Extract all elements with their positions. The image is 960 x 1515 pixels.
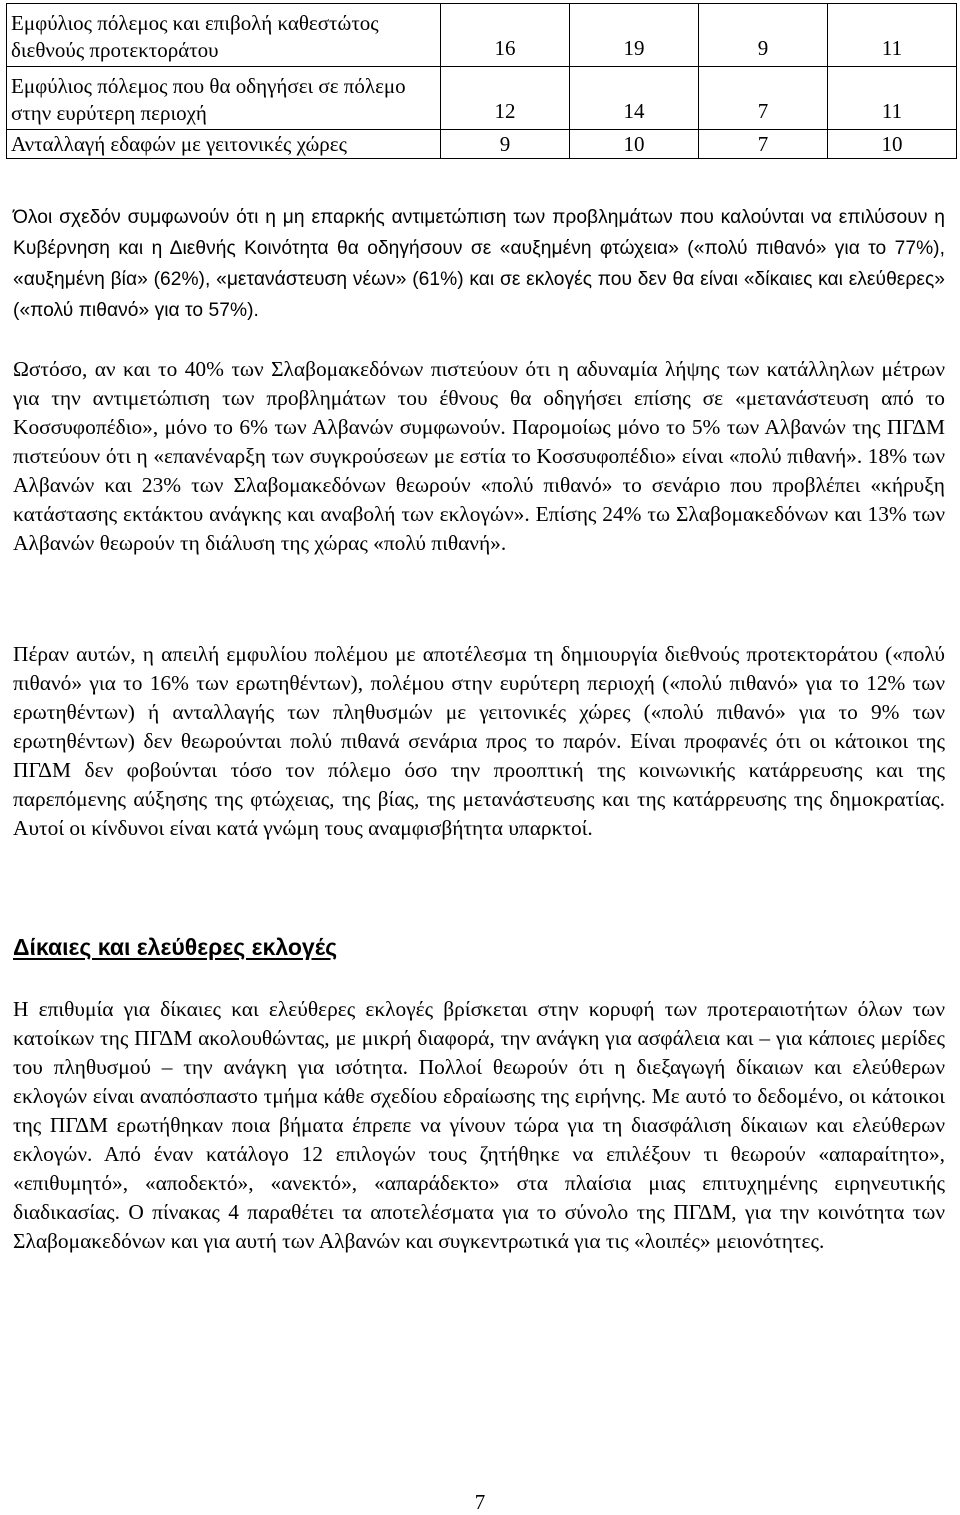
table-row xyxy=(7,67,957,130)
table-cell: 9 xyxy=(699,4,828,67)
table-cell: 11 xyxy=(828,67,957,130)
table-cell: 12 xyxy=(441,67,570,130)
table-cell: 10 xyxy=(570,130,699,159)
table-cell: 14 xyxy=(570,67,699,130)
page-number: 7 xyxy=(474,1490,486,1514)
table-cell: 16 xyxy=(441,4,570,67)
table-row xyxy=(7,130,957,159)
table-cell: 9 xyxy=(441,130,570,159)
table-cell: 7 xyxy=(699,130,828,159)
table-cell: 19 xyxy=(570,4,699,67)
paragraph-fair-elections: Η επιθυμία για δίκαιες και ελεύθερες εκλογές βρίσκεται στην κορυφή των προτεραιοτήτων όλων των κατοίκων της ΠΓΔΜ ακολουθώντας, με μικρή διαφορά, την ανάγκη για ασφάλεια και – για κάποιες μερίδες του πληθυσμού – την ανάγκη για ισότητα. Πολλοί θεωρούν ότι η διεξαγωγή δίκαιων και ελεύθερων εκλογών είναι αναπόσπαστο τμήμα κάθε σχεδίου εδραίωσης της ειρήνης. Με αυτό το δεδομένο, οι κάτοικοι της ΠΓΔΜ ερωτήθηκαν ποια βήματα έπρεπε να γίνουν τώρα για τη διασφάλιση δίκαιων και ελεύθερων εκλογών. Από έναν κατάλογο 12 επιλογών τους ζητήθηκε να επιλέξουν τι θεωρούν «απαραίτητο», «επιθυμητό», «αποδεκτό», «ανεκτό», «απαράδεκτο» στα πλαίσια μιας επιτυχημένης ειρηνευτικής διαδικασίας. Ο πίνακας 4 παραθέτει τα αποτελέσματα για το σύνολο της ΠΓΔΜ, για την κοινότητα των Σλαβομακεδόνων και για αυτή των Αλβανών και συγκεντρωτικά για τις «λοιπές» μειονότητες. xyxy=(13,997,945,1253)
results-table xyxy=(6,3,957,159)
table-cell: 7 xyxy=(699,67,828,130)
paragraph-migration: Ωστόσο, αν και το 40% των Σλαβομακεδόνων πιστεύουν ότι η αδυναμία λήψης των κατάλληλων μέτρων για την αντιμετώπιση των προβλημάτων του έθνους θα οδηγήσει επίσης σε «μετανάστευση από το Κοσσυφοπέδιο», μόνο το 6% των Αλβανών συμφωνούν. Παρομοίως μόνο το 5% των Αλβανών της ΠΓΔΜ πιστεύουν ότι η «επανέναρξη των συγκρούσεων με εστία το Κοσσυφοπέδιο» είναι «πολύ πιθανή». 18% των Αλβανών και 23% των Σλαβομακεδόνων θεωρούν «πολύ πιθανό» το σενάριο που προβλέπει «κήρυξη κατάστασης εκτάκτου ανάγκης και αναβολή των εκλογών». Επίσης 24% τω Σλαβομακεδόνων και 13% των Αλβανών θεωρούν τη διάλυση της χώρας «πολύ πιθανή». xyxy=(13,357,945,555)
table-row-label: Ανταλλαγή εδαφών με γειτονικές χώρες xyxy=(7,130,441,159)
table-row-label: Εμφύλιος πόλεμος που θα οδηγήσει σε πόλεμο στην ευρύτερη περιοχή xyxy=(7,67,441,130)
table-row-label: Εμφύλιος πόλεμος και επιβολή καθεστώτος διεθνούς προτεκτοράτου xyxy=(7,4,441,67)
paragraph-agreement: Όλοι σχεδόν συμφωνούν ότι η μη επαρκής αντιμετώπιση των προβλημάτων που καλούνται να επιλύσουν η Κυβέρνηση και η Διεθνής Κοινότητα θα οδηγήσουν σε «αυξημένη φτώχεια» («πολύ πιθανό» για το 77%), «αυξημένη βία» (62%), «μετανάστευση νέων» (61%) και σε εκλογές που δεν θα είναι «δίκαιες και ελεύθερες» («πολύ πιθανό» για το 57%). xyxy=(13,207,945,321)
table-cell: 10 xyxy=(828,130,957,159)
table-row xyxy=(7,4,957,67)
table-cell: 11 xyxy=(828,4,957,67)
paragraph-civil-war: Πέραν αυτών, η απειλή εμφυλίου πολέμου με αποτέλεσμα τη δημιουργία διεθνούς προτεκτοράτου («πολύ πιθανό» για το 16% των ερωτηθέντων), πολέμου στην ευρύτερη περιοχή («πολύ πιθανό» για το 12% των ερωτηθέντων) ή ανταλλαγής των πληθυσμών με γειτονικές χώρες («πολύ πιθανό» για το 9% των ερωτηθέντων) δεν θεωρούνται πολύ πιθανά σενάρια προς το παρόν. Είναι προφανές ότι οι κάτοικοι της ΠΓΔΜ δεν φοβούνται τόσο τον πόλεμο όσο την προοπτική της κοινωνικής κατάρρευσης και της παρεπόμενης αύξησης της φτώχειας, της βίας, της μετανάστευσης και της κατάρρευσης της δημοκρατίας. Αυτοί οι κίνδυνοι είναι κατά γνώμη τους αναμφισβήτητα υπαρκτοί. xyxy=(13,642,945,840)
section-heading: Δίκαιες και ελεύθερες εκλογές xyxy=(13,934,338,960)
